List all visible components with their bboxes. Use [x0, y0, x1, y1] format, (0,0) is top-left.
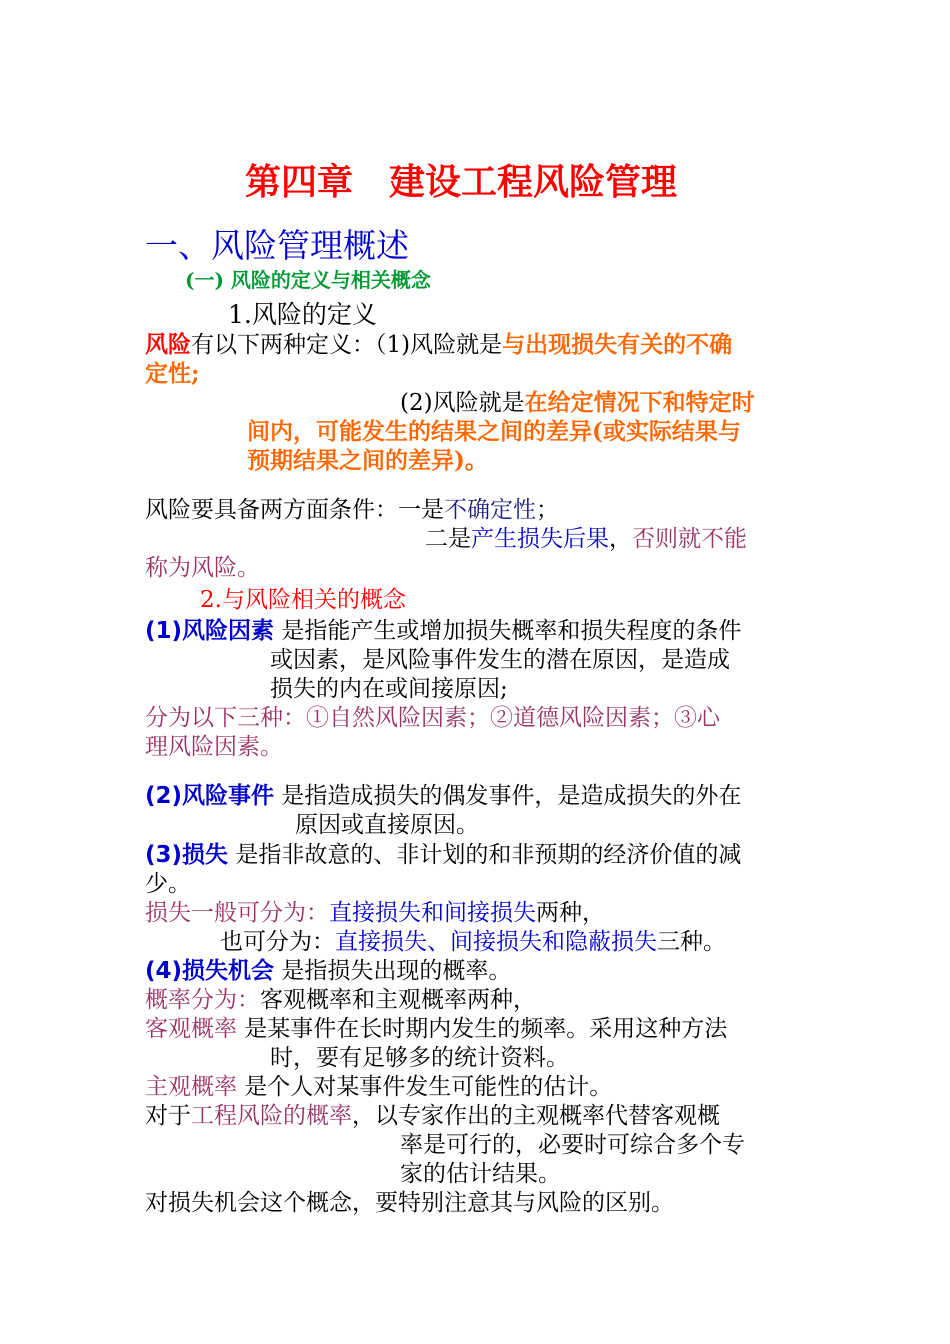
- risk-intro: 有以下两种定义：（1)风险就是: [191, 332, 503, 358]
- risk-factor-text: 是指能产生或增加损失概率和损失程度的条件: [274, 618, 742, 644]
- engineering-probability-line-1: [145, 1102, 720, 1130]
- loss-chance-text: 是指损失出现的概率。: [274, 958, 512, 984]
- risk-definition-line-4: 间内，可能发生的结果之间的差异(或实际结果与: [247, 418, 741, 445]
- condition-loss-consequence: 产生损失后果: [471, 526, 609, 552]
- conditions-tail: 否则就不能: [632, 526, 747, 552]
- loss-chance-label: (4)损失机会: [145, 958, 275, 984]
- definition-heading: 1.风险的定义: [228, 300, 377, 329]
- loss-chance-line-1: [145, 957, 511, 985]
- loss-also-label: 也可分为：: [220, 929, 335, 955]
- condition-uncertainty: 不确定性: [444, 497, 536, 523]
- objective-probability-line-2: 时，要有足够多的统计资料。: [270, 1045, 569, 1071]
- risk-definition-line-3: [400, 389, 755, 417]
- risk-factor-types-line-2: 理风险因素。: [145, 734, 283, 760]
- loss-general-end: 两种，: [536, 900, 605, 926]
- risk-definition-line-2: 定性;: [145, 360, 200, 387]
- subsection-heading: (一) 风险的定义与相关概念: [185, 268, 431, 292]
- engineering-risk-probability: 工程风险的概率: [191, 1103, 352, 1129]
- related-concepts-heading: 2.与风险相关的概念: [200, 587, 406, 613]
- risk-event-text: 是指造成损失的偶发事件，是造成损失的外在: [274, 783, 742, 809]
- risk-factor-line-3: 损失的内在或间接原因;: [270, 676, 508, 702]
- conditions-line-3: 称为风险。: [145, 555, 260, 581]
- loss-types-line-1: [145, 899, 605, 927]
- subjective-probability-text: 是个人对某事件发生可能性的估计。: [237, 1074, 613, 1100]
- subjective-probability-label: 主观概率: [145, 1074, 237, 1100]
- risk-term: 风险: [145, 332, 191, 358]
- loss-text: 是指非故意的、非计划的和非预期的经济价值的减: [228, 842, 742, 868]
- loss-general-types: 直接损失和间接损失: [329, 900, 536, 926]
- engineering-prefix: 对于: [145, 1103, 191, 1129]
- section-heading: 一、风险管理概述: [145, 226, 409, 265]
- conditions-line-2: [425, 525, 747, 553]
- loss-label: (3)损失: [145, 842, 229, 868]
- risk-event-label: (2)风险事件: [145, 783, 275, 809]
- risk-factor-types-line-1: 分为以下三种：①自然风险因素；②道德风险因素；③心: [145, 705, 720, 731]
- subjective-probability-line: [145, 1073, 612, 1101]
- loss-types-line-2: [220, 928, 726, 956]
- conditions-intro: 风险要具备两方面条件：一是: [145, 497, 444, 523]
- loss-also-types: 直接损失、间接损失和隐蔽损失: [335, 929, 657, 955]
- risk-factor-line-1: [145, 617, 741, 645]
- risk-definition-line-1: [145, 331, 732, 359]
- objective-probability-line-1: [145, 1015, 727, 1043]
- objective-probability-label: 客观概率: [145, 1016, 237, 1042]
- objective-probability-text: 是某事件在长时期内发生的频率。采用这种方法: [237, 1016, 728, 1042]
- risk-factor-line-2: 或因素，是风险事件发生的潜在原因，是造成: [270, 647, 730, 673]
- conditions-comma: ，: [609, 526, 632, 552]
- definition-1-text: 与出现损失有关的不确: [502, 331, 733, 358]
- chapter-title: 第四章 建设工程风险管理: [245, 162, 678, 203]
- conditions-second-prefix: 二是: [425, 526, 471, 552]
- risk-definition-line-5: 预期结果之间的差异)。: [247, 447, 488, 474]
- loss-line-1: [145, 841, 741, 869]
- risk-event-line-1: [145, 782, 741, 810]
- definition-2-prefix: (2)风险就是: [400, 390, 525, 416]
- probability-split-text: 客观概率和主观概率两种，: [260, 987, 536, 1013]
- loss-chance-note: 对损失机会这个概念，要特别注意其与风险的区别。: [145, 1190, 674, 1216]
- engineering-probability-text: ，以专家作出的主观概率代替客观概: [352, 1103, 720, 1129]
- probability-split-label: 概率分为：: [145, 987, 260, 1013]
- risk-event-line-2: 原因或直接原因。: [295, 812, 479, 838]
- conditions-line-1: [145, 496, 559, 524]
- engineering-probability-line-2: 率是可行的，必要时可综合多个专: [400, 1132, 745, 1158]
- loss-line-2: 少。: [145, 871, 191, 897]
- loss-general-label: 损失一般可分为：: [145, 900, 329, 926]
- probability-split-line: [145, 986, 536, 1014]
- loss-also-end: 三种。: [657, 929, 726, 955]
- definition-2-text: 在给定情况下和特定时: [524, 389, 755, 416]
- conditions-semicolon: ；: [536, 497, 559, 523]
- engineering-probability-line-3: 家的估计结果。: [400, 1161, 561, 1187]
- risk-factor-label: (1)风险因素: [145, 618, 275, 644]
